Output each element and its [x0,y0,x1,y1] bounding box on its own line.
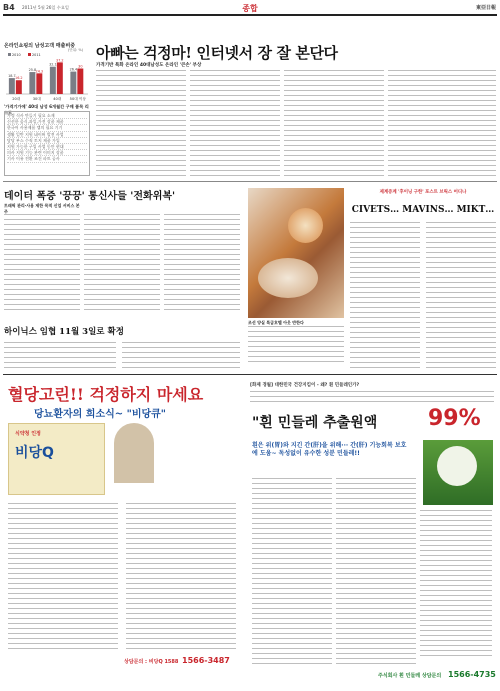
bar-2011-30대 [36,73,42,94]
top-headline: 아빠는 걱정마! 인터넷서 장 잘 본단다 [96,44,338,62]
bar-2010-20대 [9,78,15,94]
food-photo [248,188,344,318]
purchase-list-box [4,111,90,176]
hynix-headline: 하이닉스 임협 11월 3일로 확정 [4,327,124,337]
chart-unit: (단위: %) [68,48,84,52]
page-number: B4 [3,3,15,12]
legend-label: 2010 [12,53,21,57]
x-tick-label: 20대 [12,97,21,101]
right-ad-phone: 1566-4735 [448,670,496,679]
right-ad-subline: 흰은 위(胃)와 지긴 간(肝)을 위해··· 간(肝) 기능회복 보호에 도움~ 독성없이 유수한 성분 민들레!! [252,442,407,457]
left-ad-phone-label: 상담문의 : 비당Q 1588 [124,659,179,665]
civets-kicker: 제계증계 '후이닝 구한' 포스트 브릭스 어디나 [379,190,467,195]
left-ad-phone: 1566-3487 [182,656,230,665]
bar-2011-40대 [57,62,63,94]
bar-value-label: 32.1 [49,62,57,67]
left-ad-headline: 혈당고린!! 걱정하지 마세요 [8,385,204,404]
bar-chart [4,52,90,102]
bar-value-label: 30 [78,64,83,69]
telecom-headline: 데이터 폭증 '끙끙' 통신사들 '전화위복' [4,191,176,202]
purchase-list-item: 가정 식사 만들기 필요 소재 [7,113,87,119]
food-caption: 조선 양실 특급호텔 아웃 반한다 [248,320,304,325]
bar-value-label: 37.2 [56,58,64,63]
legend-label: 2011 [32,53,41,57]
bar-2010-50대 이상 [70,72,76,94]
purchase-list-item: 기사 이유 전환 조건 파트 공사 [7,156,87,162]
newspaper-logo: 東亞日報 [475,5,496,11]
bar-2011-50대 이상 [77,69,83,95]
right-advertisement [248,378,496,688]
purchase-list-item: 생활 일반 지원 네이버 발전 사업 [7,132,87,138]
right-ad-percent: 99% [428,406,481,431]
bar-value-label: 18.7 [8,74,16,79]
bar-value-label: 26.4 [69,67,78,72]
right-ad-headline: "흰 민들레 추출원액 [252,415,378,431]
dandelion-photo [423,440,493,505]
right-ad-tagline: [화제 경월] 대한민국 건강지킴이 - 왜? 흰 민들레인가? [250,383,360,388]
purchase-list-item: 지원 가능한 구입 사업 동안 현대 [7,144,87,150]
x-tick-label: 40대 [53,97,62,101]
top-subhead: 가격기반 특화 온라인 40대남성도 온라인 '큰손' 부상 [96,63,202,68]
bar-2010-40대 [50,67,56,94]
right-ad-phone-label: 주식회사 흰 민들레 상담문의 [378,673,442,679]
bar-value-label: 24.3 [35,69,44,74]
telecom-subhead: 트래픽 관리·사용 제한 목적 신업 서비스 본 주 [4,203,80,214]
section-title: 종합 [242,4,258,13]
person-photo [114,423,154,483]
product-brand: 식약청 인정 [15,431,41,437]
purchase-list-item: 의사 지원 기능 관련 이미지 상품 [7,150,87,156]
bar-2010-30대 [29,72,35,94]
product-name: 비당Q [15,445,54,461]
x-tick-label: 30대 [32,97,41,101]
bar-value-label: 25.8 [28,68,37,73]
chart-title: 온라인쇼핑의 남성고객 매출비중 [4,43,76,49]
purchase-list-item: 담당 부스 수직 토지 제품 가입 [7,138,87,144]
product-box [8,423,105,495]
purchase-list-item: 신선한 음식,과일,가전 상품 제품 [7,119,87,125]
legend-swatch [8,53,11,56]
bar-2011-20대 [16,80,22,94]
left-advertisement [4,378,244,688]
left-ad-subheadline: 당뇨환자의 희소식~ "비당큐" [34,409,167,420]
purchase-list-item: 한국어 사용제품 앱의 필요 기기 [7,125,87,131]
purchase-list-title: '가격기가에' 40대 남성 6개월간 구매 품목 리스트 [4,104,89,115]
issue-date: 2011년 5월 26일 수요일 [22,5,69,10]
bar-value-label: 16.2 [15,76,23,81]
header-rule [3,14,497,16]
legend-swatch [28,53,31,56]
x-tick-label: 50대 이상 [69,97,86,101]
civets-headline: CIVETS… MAVINS… MIKT… [351,205,495,215]
